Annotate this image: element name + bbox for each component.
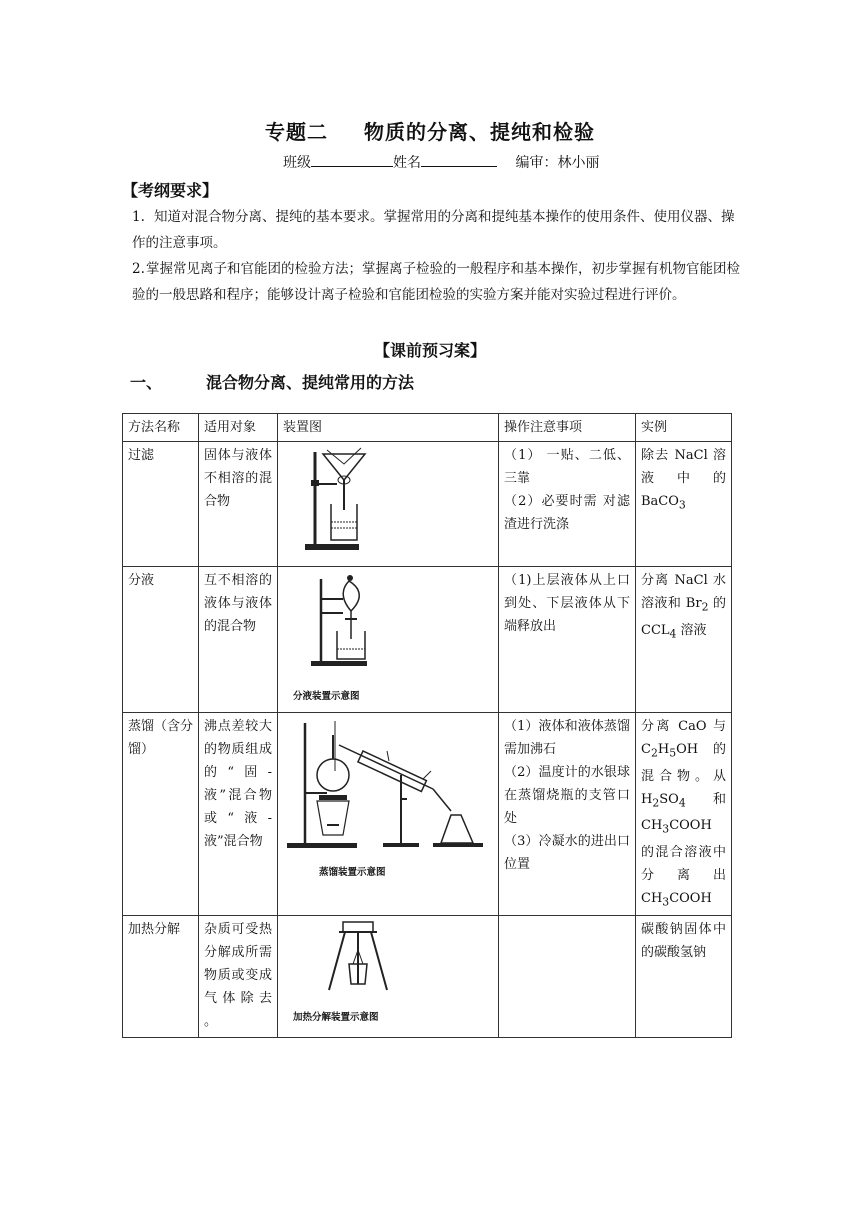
requirements-heading: 【考纲要求】 — [122, 181, 219, 200]
requirement-item-1: 1. 知道对混合物分离、提纯的基本要求。掌握常用的分离和提纯基本操作的使用条件、使用仪器、操作的注意事项。 — [132, 209, 735, 251]
notes-cell — [499, 442, 636, 567]
editor-label: 编审：林小丽 — [515, 155, 600, 171]
apparatus-cell — [278, 713, 499, 916]
note-item: （1） 一贴、二低、三靠 — [504, 448, 630, 486]
table-header-row — [123, 414, 732, 442]
figure-caption: 蒸馏装置示意图 — [319, 867, 386, 878]
class-label: 班级 — [283, 155, 311, 171]
method-cell: 过滤 — [123, 442, 199, 567]
title-topic: 专题二 — [265, 120, 328, 144]
title-subject: 物质的分离、提纯和检验 — [364, 120, 595, 144]
example-cell: 分离 NaCl 水溶液和 $Br_2$ 的 $CCL_4$ 溶液 — [636, 567, 732, 713]
apparatus-cell — [278, 916, 499, 1038]
page-title — [0, 116, 860, 145]
object-cell: 杂质可受热分解成所需物质或变成气体除去 。 — [199, 916, 278, 1038]
name-blank[interactable] — [421, 152, 497, 167]
header-cell: 操作注意事项 — [499, 414, 636, 442]
apparatus-cell — [278, 567, 499, 713]
apparatus-cell — [278, 442, 499, 567]
note-item: （2）必要时需 对滤渣进行洗涤 — [504, 494, 630, 532]
object-cell: 沸点差较大的物质组成的“固-液”混合物或“液-液”混合物 — [199, 713, 278, 916]
section-heading: 一、 混合物分离、提纯常用的方法 — [130, 373, 415, 392]
example-cell: 除去 NaCl 溶液中的 BaCO$_3$ — [636, 442, 732, 567]
example-cell: 分离 CaO 与 $C_2H_5OH$ 的混合物。从 $H_2SO_4$ 和 $CH_3COOH$ 的混合溶液中分离出 $CH_3COOH$ — [636, 713, 732, 916]
note-item: （1）液体和液体蒸馏需加沸石 — [504, 719, 630, 757]
object-cell: 互不相溶的液体与液体的混合物 — [199, 567, 278, 713]
table-row — [123, 567, 732, 713]
method-cell: 加热分解 — [123, 916, 199, 1038]
method-cell: 分液 — [123, 567, 199, 713]
header-cell: 装置图 — [278, 414, 499, 442]
methods-table — [122, 413, 732, 1038]
student-info-line — [283, 152, 599, 172]
name-label: 姓名 — [393, 155, 421, 171]
table-row — [123, 713, 732, 916]
header-cell: 实例 — [636, 414, 732, 442]
notes-cell — [499, 713, 636, 916]
requirement-item-2: 2.掌握常见离子和官能团的检验方法；掌握离子检验的一般程序和基本操作，初步掌握有机物官能团检验的一般思路和程序；能够设计离子检验和官能团检验的实验方案并能对实验过程进行评价。 — [132, 261, 740, 303]
separatory-funnel-diagram — [291, 569, 381, 677]
example-cell: 碳酸钠固体中的碳酸氢钠 — [636, 916, 732, 1038]
header-cell: 适用对象 — [199, 414, 278, 442]
notes-cell — [499, 916, 636, 1038]
preview-heading: 【课前预习案】 — [373, 341, 486, 360]
class-blank[interactable] — [311, 152, 393, 167]
note-item: （2）温度计的水银球在蒸馏烧瓶的支管口处 — [504, 765, 630, 826]
table-row — [123, 916, 732, 1038]
table-row — [123, 442, 732, 567]
filtration-apparatus-diagram — [303, 444, 373, 556]
figure-caption: 分液装置示意图 — [293, 691, 360, 702]
notes-cell — [499, 567, 636, 713]
header-cell: 方法名称 — [123, 414, 199, 442]
note-item: （3）冷凝水的进出口位置 — [504, 834, 630, 872]
figure-caption: 加热分解装置示意图 — [293, 1012, 379, 1024]
object-cell: 固体与液体不相溶的混合物 — [199, 442, 278, 567]
thermal-decomposition-diagram — [315, 918, 405, 998]
distillation-apparatus-diagram — [283, 715, 488, 857]
note-item: （1)上层液体从上口到处、下层液体从下端释放出 — [504, 573, 630, 634]
method-cell: 蒸馏（含分馏） — [123, 713, 199, 916]
